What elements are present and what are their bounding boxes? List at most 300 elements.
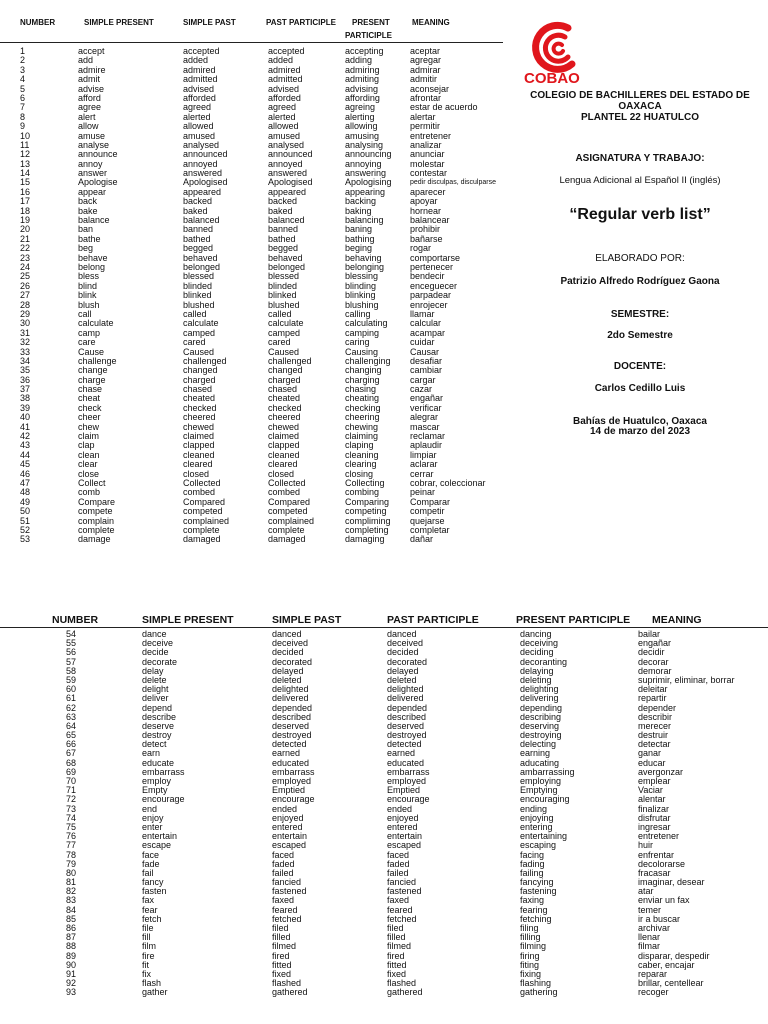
cell-present-participle: appearing <box>345 186 386 197</box>
cell-past-participle: Compared <box>268 496 311 507</box>
cell-simple-present: annoy <box>78 158 103 169</box>
cell-simple-present: educate <box>142 757 175 768</box>
header-participle: PARTICIPLE <box>345 31 392 40</box>
cell-present-participle: fixing <box>520 968 542 979</box>
cell-simple-past: analysed <box>183 139 220 150</box>
cell-past-participle: educated <box>387 757 425 768</box>
cell-present-participle: ending <box>520 803 548 814</box>
cell-present-participle: closing <box>345 468 374 479</box>
cell-meaning: pertenecer <box>410 261 454 272</box>
cell-simple-present: dance <box>142 629 167 639</box>
cell-present-participle: filing <box>520 923 539 933</box>
cell-number: 72 <box>66 794 77 805</box>
author-label: ELABORADO POR: <box>595 253 685 264</box>
cell-simple-past: decided <box>272 647 304 658</box>
subject: Lengua Adicional al Español II (inglés) <box>559 175 721 186</box>
cell-present-participle: fastening <box>520 886 557 897</box>
cell-present-participle: entertaining <box>520 831 568 842</box>
cell-present-participle: flashing <box>520 978 552 989</box>
cell-simple-past: blushed <box>183 299 215 310</box>
header-simple-present: SIMPLE PRESENT <box>84 18 154 27</box>
cell-past-participle: fancied <box>387 877 417 888</box>
cell-meaning: ingresar <box>638 821 671 832</box>
cell-meaning: Vaciar <box>638 785 663 796</box>
cell-simple-past: filmed <box>272 941 297 952</box>
cell-present-participle: answering <box>345 168 387 179</box>
cell-present-participle: bathing <box>345 233 375 244</box>
cell-simple-past: fixed <box>272 968 292 979</box>
cell-past-participle: Collected <box>268 477 306 488</box>
cell-simple-past: added <box>183 55 209 66</box>
cell-simple-present: Cause <box>78 346 105 357</box>
cell-meaning: describir <box>638 711 673 722</box>
cell-past-participle: gathered <box>387 987 423 998</box>
cell-simple-present: embarrass <box>142 766 185 777</box>
cell-present-participle: dancing <box>520 629 552 639</box>
cell-simple-past: educated <box>272 757 310 768</box>
cell-simple-present: describe <box>142 711 177 722</box>
cell-meaning: aceptar <box>410 46 441 56</box>
cell-simple-past: annoyed <box>183 158 218 169</box>
cell-simple-present: cheer <box>78 412 101 423</box>
cell-simple-present: encourage <box>142 794 185 805</box>
cell-present-participle: depending <box>520 702 563 713</box>
cell-past-participle: camped <box>268 327 301 338</box>
cell-present-participle: enjoying <box>520 812 554 823</box>
cell-simple-present: delete <box>142 674 167 685</box>
cell-past-participle: changed <box>268 365 303 376</box>
cell-past-participle: cheered <box>268 412 301 423</box>
cell-number: 28 <box>20 299 31 310</box>
cell-simple-present: deliver <box>142 693 169 704</box>
cell-number: 83 <box>66 895 77 906</box>
cell-simple-past: Collected <box>183 477 221 488</box>
cell-number: 84 <box>66 904 77 915</box>
cell-number: 3 <box>20 64 26 75</box>
cell-simple-past: escaped <box>272 840 307 851</box>
cell-meaning: alegrar <box>410 412 439 423</box>
cell-number: 22 <box>20 243 31 254</box>
cell-number: 41 <box>20 421 31 432</box>
cell-present-participle: employing <box>520 776 562 786</box>
cell-past-participle: entertain <box>387 831 423 842</box>
cell-simple-past: agreed <box>183 102 212 113</box>
cell-meaning: disparar, despedir <box>638 950 710 961</box>
cell-past-participle: allowed <box>268 121 299 132</box>
cell-simple-past: clapped <box>183 440 215 451</box>
header-past-participle: PAST PARTICIPLE <box>387 614 479 626</box>
cell-meaning: bailar <box>638 629 661 639</box>
cell-past-participle: checked <box>268 402 302 413</box>
cell-simple-past: gathered <box>272 987 308 998</box>
cell-number: 58 <box>66 665 77 676</box>
cell-simple-present: delay <box>142 665 164 676</box>
cell-number: 65 <box>66 730 77 741</box>
cell-simple-past: claimed <box>183 431 215 442</box>
cell-past-participle: combed <box>268 487 301 498</box>
cell-present-participle: deleting <box>520 674 552 685</box>
cell-present-participle: annoying <box>345 158 382 169</box>
cell-simple-past: answered <box>183 168 223 179</box>
cell-meaning: dañar <box>410 534 434 545</box>
cell-simple-past: bathed <box>183 233 211 244</box>
cell-meaning: huir <box>638 840 654 851</box>
cell-past-participle: admired <box>268 64 301 75</box>
cell-simple-present: bathe <box>78 233 101 244</box>
cell-simple-present: care <box>78 337 96 348</box>
cell-simple-past: embarrass <box>272 766 315 777</box>
cell-number: 23 <box>20 252 31 263</box>
cell-meaning: balancear <box>410 215 450 226</box>
cell-meaning: permitir <box>410 121 441 132</box>
cell-past-participle: behaved <box>268 252 303 263</box>
cell-meaning: mascar <box>410 421 440 432</box>
cell-meaning: agregar <box>410 55 442 66</box>
cell-present-participle: Causing <box>345 346 379 357</box>
cell-simple-past: allowed <box>183 121 214 132</box>
cell-number: 70 <box>66 776 77 786</box>
cell-number: 18 <box>20 205 31 216</box>
cell-present-participle: camping <box>345 327 380 338</box>
cell-simple-past: charged <box>183 374 216 385</box>
cell-past-participle: backed <box>268 196 298 207</box>
cell-simple-present: earn <box>142 748 161 759</box>
header-number: NUMBER <box>52 614 99 626</box>
cell-present-participle: escaping <box>520 840 557 851</box>
cell-meaning: engañar <box>638 638 672 649</box>
cell-meaning: aclarar <box>410 459 438 470</box>
cell-number: 33 <box>20 346 31 357</box>
cell-present-participle: competing <box>345 506 387 517</box>
cell-simple-present: cheat <box>78 393 101 404</box>
cell-simple-present: damage <box>78 534 111 545</box>
cell-present-participle: changing <box>345 365 382 376</box>
cell-meaning: reparar <box>638 968 668 979</box>
cell-simple-present: alert <box>78 111 96 122</box>
cell-past-participle: competed <box>268 506 308 517</box>
cell-meaning: atar <box>638 886 654 897</box>
cell-past-participle: entered <box>387 821 418 832</box>
cell-meaning: anunciar <box>410 149 445 160</box>
cell-simple-present: ban <box>78 224 94 235</box>
cell-present-participle: delighting <box>520 684 559 695</box>
cell-present-participle: chewing <box>345 421 379 432</box>
institution-line-2: OAXACA <box>618 101 662 112</box>
cell-number: 15 <box>20 177 31 188</box>
header-number: NUMBER <box>20 18 56 27</box>
cell-simple-past: faced <box>272 849 295 860</box>
cell-present-participle: entering <box>520 821 553 832</box>
cell-meaning: peinar <box>410 487 436 498</box>
cell-simple-past: cared <box>183 337 206 348</box>
cell-past-participle: banned <box>268 224 299 235</box>
cell-present-participle: firing <box>520 950 540 961</box>
cell-past-participle: encourage <box>387 794 430 805</box>
cell-simple-present: analyse <box>78 139 110 150</box>
cell-number: 39 <box>20 402 31 413</box>
cell-number: 59 <box>66 674 77 685</box>
cell-meaning: aplaudir <box>410 440 443 451</box>
cell-simple-present: calculate <box>78 318 114 329</box>
cell-present-participle: facing <box>520 849 545 860</box>
cell-number: 6 <box>20 92 26 103</box>
cell-present-participle: cleaning <box>345 449 379 460</box>
cell-past-participle: analysed <box>268 139 305 150</box>
cell-present-participle: encouraging <box>520 794 570 805</box>
cell-number: 46 <box>20 468 31 479</box>
cell-simple-past: failed <box>272 867 294 878</box>
cell-present-participle: delaying <box>520 665 554 676</box>
cell-meaning: comportarse <box>410 252 461 263</box>
cell-present-participle: fiting <box>520 959 540 970</box>
cell-simple-present: escape <box>142 840 172 851</box>
cell-number: 40 <box>20 412 31 423</box>
cell-simple-past: fastened <box>272 886 307 897</box>
cell-past-participle: chewed <box>268 421 300 432</box>
institution-line-3: PLANTEL 22 HUATULCO <box>581 112 699 123</box>
cell-present-participle: blinking <box>345 290 376 301</box>
cell-simple-present: fax <box>142 895 155 906</box>
cell-meaning: deleitar <box>638 684 668 695</box>
cell-present-participle: caring <box>345 337 370 348</box>
cell-meaning: cazar <box>410 384 433 395</box>
cell-present-participle: combing <box>345 487 380 498</box>
cell-simple-past: competed <box>183 506 223 517</box>
cell-meaning: admitir <box>410 74 438 85</box>
cell-simple-past: fancied <box>272 877 302 888</box>
cell-number: 10 <box>20 130 31 141</box>
cell-simple-present: Compare <box>78 496 116 507</box>
cell-number: 86 <box>66 923 77 933</box>
cell-past-participle: blessed <box>268 271 300 282</box>
cell-number: 31 <box>20 327 31 338</box>
cell-number: 76 <box>66 831 77 842</box>
cell-meaning: brillar, centellear <box>638 978 704 989</box>
cell-meaning: merecer <box>638 720 672 731</box>
cell-number: 9 <box>20 121 26 132</box>
cell-meaning: enviar un fax <box>638 895 690 906</box>
cell-past-participle: alerted <box>268 111 296 122</box>
cell-number: 27 <box>20 290 31 301</box>
cell-meaning: aparecer <box>410 186 446 197</box>
cell-meaning: temer <box>638 904 662 915</box>
teacher-label: DOCENTE: <box>613 361 667 372</box>
cell-simple-present: fear <box>142 904 158 915</box>
header-rule <box>0 627 768 628</box>
cell-simple-present: depend <box>142 702 173 713</box>
cell-simple-past: faxed <box>272 895 295 906</box>
cell-number: 34 <box>20 355 31 366</box>
cell-number: 12 <box>20 149 31 160</box>
cell-present-participle: beging <box>345 243 373 254</box>
cell-number: 5 <box>20 83 26 94</box>
header-meaning: MEANING <box>412 18 450 27</box>
cell-past-participle: cleared <box>268 459 298 470</box>
cell-meaning: entretener <box>410 130 452 141</box>
cell-present-participle: blushing <box>345 299 379 310</box>
cell-number: 13 <box>20 158 31 169</box>
cell-past-participle: filed <box>387 923 404 933</box>
cell-present-participle: compliming <box>345 515 391 526</box>
cell-simple-present: fetch <box>142 913 162 924</box>
cell-simple-present: bake <box>78 205 98 216</box>
cell-number: 24 <box>20 261 31 272</box>
cell-simple-present: blind <box>78 280 98 291</box>
cell-present-participle: charging <box>345 374 380 385</box>
header-meaning: MEANING <box>652 614 702 626</box>
cell-past-participle: accepted <box>268 46 305 56</box>
cell-number: 37 <box>20 384 31 395</box>
document-title: “Regular verb list” <box>569 206 711 223</box>
cell-past-participle: escaped <box>387 840 422 851</box>
cell-simple-past: feared <box>272 904 298 915</box>
cell-present-participle: analysing <box>345 139 384 150</box>
cell-simple-past: camped <box>183 327 216 338</box>
cell-meaning: educar <box>638 757 666 768</box>
cell-simple-present: Empty <box>142 785 168 796</box>
cell-number: 85 <box>66 913 77 924</box>
cell-meaning: desafiar <box>410 355 443 366</box>
cell-past-participle: begged <box>268 243 299 254</box>
cell-simple-past: cheered <box>183 412 216 423</box>
cell-meaning: caber, encajar <box>638 959 695 970</box>
cell-meaning: decolorarse <box>638 858 686 869</box>
cell-simple-present: amuse <box>78 130 106 141</box>
cell-past-participle: answered <box>268 168 308 179</box>
cell-present-participle: delecting <box>520 739 557 750</box>
cell-past-participle: added <box>268 55 294 66</box>
cell-meaning: archivar <box>638 923 671 933</box>
cell-number: 80 <box>66 867 77 878</box>
cell-simple-past: filed <box>272 923 289 933</box>
cell-simple-past: described <box>272 711 312 722</box>
cell-past-participle: destroyed <box>387 730 427 741</box>
cell-meaning: alertar <box>410 111 436 122</box>
cell-present-participle: cheating <box>345 393 380 404</box>
cell-simple-past: fired <box>272 950 290 961</box>
cell-meaning: limpiar <box>410 449 437 460</box>
cell-past-participle: belonged <box>268 261 306 272</box>
cell-simple-past: amused <box>183 130 216 141</box>
teacher-name: Carlos Cedillo Luis <box>594 383 686 394</box>
cell-simple-present: chew <box>78 421 100 432</box>
cell-past-participle: fired <box>387 950 405 961</box>
cell-simple-present: fix <box>142 968 151 979</box>
cell-present-participle: calling <box>345 308 371 319</box>
cell-past-participle: challenged <box>268 355 312 366</box>
cell-past-participle: calculate <box>268 318 304 329</box>
cell-present-participle: checking <box>345 402 381 413</box>
cell-number: 68 <box>66 757 77 768</box>
cell-simple-past: afforded <box>183 92 216 103</box>
cell-present-participle: blinding <box>345 280 377 291</box>
cell-simple-present: fail <box>142 867 154 878</box>
cell-number: 60 <box>66 684 77 695</box>
cell-present-participle: adding <box>345 55 373 66</box>
cell-present-participle: fearing <box>520 904 548 915</box>
cell-simple-present: belong <box>78 261 106 272</box>
cell-simple-present: compete <box>78 506 113 517</box>
cell-meaning: ganar <box>638 748 662 759</box>
cell-meaning: contestar <box>410 168 448 179</box>
cell-present-participle: completing <box>345 524 389 535</box>
cell-past-participle: blushed <box>268 299 300 310</box>
cell-number: 8 <box>20 111 26 122</box>
cell-meaning: enrojecer <box>410 299 448 310</box>
cell-simple-present: fasten <box>142 886 167 897</box>
cell-past-participle: detected <box>387 739 422 750</box>
cell-past-participle: annoyed <box>268 158 303 169</box>
cell-past-participle: admitted <box>268 74 303 85</box>
cell-past-participle: fetched <box>387 913 417 924</box>
cell-simple-present: call <box>78 308 92 319</box>
cell-simple-past: damaged <box>183 534 221 545</box>
cell-number: 47 <box>20 477 31 488</box>
cell-simple-past: deceived <box>272 638 309 649</box>
cell-number: 1 <box>20 46 26 56</box>
cell-number: 19 <box>20 215 31 226</box>
cell-meaning: enfrentar <box>638 849 675 860</box>
header-simple-past: SIMPLE PAST <box>183 18 236 27</box>
cell-simple-present: delight <box>142 684 169 695</box>
cell-simple-present: accept <box>78 46 105 56</box>
cell-present-participle: deserving <box>520 720 560 731</box>
cell-simple-past: advised <box>183 83 215 94</box>
logo-text: COBAO <box>524 70 580 86</box>
header-present: PRESENT <box>352 18 390 27</box>
cell-simple-past: detected <box>272 739 307 750</box>
cell-number: 50 <box>20 506 31 517</box>
cell-past-participle: complete <box>268 524 305 535</box>
cell-simple-past: employed <box>272 776 312 786</box>
cell-meaning: completar <box>410 524 450 535</box>
cell-meaning: admirar <box>410 64 441 75</box>
cell-past-participle: flashed <box>387 978 417 989</box>
cell-past-participle: described <box>387 711 427 722</box>
cell-simple-past: chewed <box>183 421 215 432</box>
cell-present-participle: claiming <box>345 431 379 442</box>
cell-past-participle: deleted <box>387 674 417 685</box>
cell-simple-present: clear <box>78 459 98 470</box>
cell-number: 56 <box>66 647 77 658</box>
cell-past-participle: filled <box>387 932 406 943</box>
cell-past-participle: fastened <box>387 886 422 897</box>
cell-meaning: suprimir, eliminar, borrar <box>638 674 735 685</box>
cell-past-participle: ended <box>387 803 413 814</box>
cell-number: 79 <box>66 858 77 869</box>
cell-simple-past: blinked <box>183 290 212 301</box>
cell-simple-present: fit <box>142 959 150 970</box>
cell-present-participle: agreing <box>345 102 376 113</box>
cell-number: 26 <box>20 280 31 291</box>
cell-simple-present: balance <box>78 215 110 226</box>
cell-simple-present: appear <box>78 186 107 197</box>
cell-simple-present: admire <box>78 64 106 75</box>
cell-simple-past: complained <box>183 515 230 526</box>
cell-simple-present: back <box>78 196 98 207</box>
cell-meaning: reclamar <box>410 431 446 442</box>
cell-simple-past: closed <box>183 468 210 479</box>
cell-present-participle: fancying <box>520 877 554 888</box>
cell-meaning: bañarse <box>410 233 443 244</box>
cell-meaning: rogar <box>410 243 432 254</box>
cell-past-participle: filmed <box>387 941 412 952</box>
cell-meaning: alentar <box>638 794 666 805</box>
cell-number: 16 <box>20 186 31 197</box>
cell-simple-present: challenge <box>78 355 117 366</box>
cell-past-participle: fitted <box>387 959 407 970</box>
cell-meaning: demorar <box>638 665 672 676</box>
